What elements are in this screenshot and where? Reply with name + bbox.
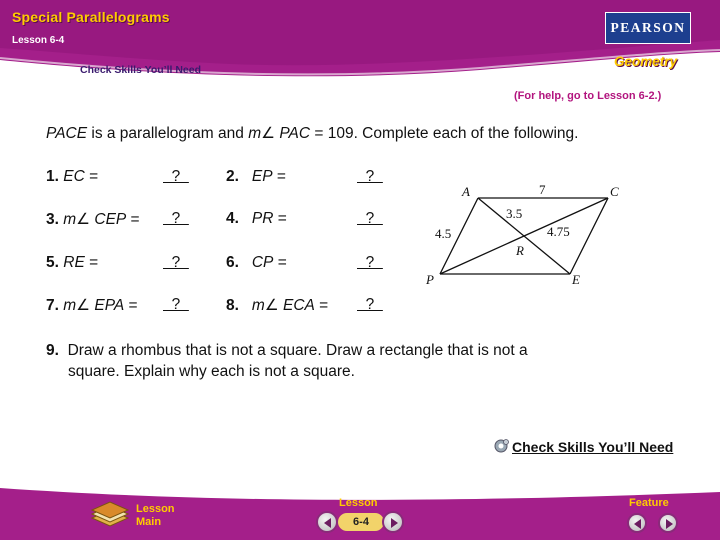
lesson-number-badge: 6-4 (338, 513, 384, 531)
question-number: 9. (46, 342, 59, 359)
question-equals: = (273, 210, 287, 227)
question-equals: = (84, 168, 99, 185)
problem-prompt (46, 124, 578, 143)
lesson-nav-label: Lesson (339, 497, 378, 509)
lesson-next-button[interactable] (382, 511, 404, 533)
question-equals: = (126, 211, 140, 228)
question-8 (226, 296, 328, 315)
question-equals: = (124, 297, 138, 314)
question-equals: = (84, 254, 99, 271)
angle-symbol: ∠ (261, 125, 280, 142)
question-number: 1. (46, 168, 59, 185)
prompt-m: m (248, 125, 262, 142)
question-number: 2. (226, 168, 239, 185)
question-1 (46, 168, 98, 186)
question-9-text-1: Draw a rhombus that is not a square. Draw a rectangle that is not a (67, 342, 528, 359)
help-reference: (For help, go to Lesson 6-2.) (514, 90, 662, 102)
question-number: 5. (46, 254, 59, 271)
header-bar (0, 0, 720, 82)
question-m: m (251, 297, 265, 314)
arrow-right-icon (663, 518, 675, 530)
page-title: Special Parallelograms (12, 9, 170, 25)
answer-blank-3: ? (163, 210, 189, 227)
length-ap-label: 4.5 (435, 226, 452, 241)
question-variable: CEP (94, 211, 127, 228)
question-variable: ECA (282, 297, 315, 314)
answer-blank-5: ? (163, 254, 189, 271)
angle-symbol: ∠ (76, 211, 95, 228)
question-m: m (63, 297, 77, 314)
vertex-c-label: C (610, 184, 619, 199)
length-rc-label: 4.75 (547, 224, 570, 239)
question-equals: = (273, 254, 287, 271)
question-9-line-1 (46, 342, 528, 360)
subject-label: Geometry (614, 54, 678, 69)
check-skills-link[interactable]: Check Skills You’ll Need (512, 439, 674, 455)
gear-icon (491, 437, 511, 455)
lesson-main-link[interactable] (136, 503, 175, 529)
question-variable: PR (251, 210, 274, 227)
question-variable: RE (63, 254, 85, 271)
feature-prev-button[interactable] (627, 513, 647, 533)
answer-blank-6: ? (357, 254, 383, 271)
length-ar-label: 3.5 (506, 206, 523, 221)
lesson-main-line-2: Main (136, 516, 162, 528)
prompt-text-2: = 109. Complete each of the following. (310, 125, 579, 142)
question-9-line-2: square. Explain why each is not a square. (68, 363, 355, 380)
angle-symbol: ∠ (264, 297, 283, 314)
lesson-prev-button[interactable] (316, 511, 338, 533)
vertex-p-label: P (426, 272, 434, 287)
arrow-left-icon (632, 518, 644, 530)
question-6 (226, 254, 287, 272)
feature-next-button[interactable] (658, 513, 678, 533)
segment-ce (570, 198, 608, 274)
question-variable: EC (63, 168, 85, 185)
question-number: 6. (226, 254, 239, 271)
lesson-number-label: Lesson 6-4 (12, 35, 65, 46)
answer-blank-7: ? (163, 296, 189, 313)
arrow-left-icon (322, 517, 334, 529)
question-number: 8. (226, 297, 239, 314)
question-equals: = (314, 297, 329, 314)
vertex-e-label: E (572, 272, 580, 287)
question-variable: EP (251, 168, 273, 185)
feature-nav-label: Feature (629, 497, 669, 509)
question-7 (46, 296, 138, 315)
vertex-a-label: A (462, 184, 470, 199)
question-variable: EPA (94, 297, 125, 314)
diagonal-cp (440, 198, 608, 274)
pearson-logo: PEARSON (605, 12, 691, 44)
prompt-text-1: is a parallelogram and (87, 125, 249, 142)
section-title: Check Skills You’ll Need (80, 64, 201, 76)
question-2 (226, 168, 286, 186)
lesson-main-line-1: Lesson (136, 503, 175, 515)
angle-symbol: ∠ (76, 297, 95, 314)
prompt-pac: PAC (279, 125, 311, 142)
answer-blank-8: ? (357, 296, 383, 313)
question-number: 7. (46, 297, 59, 314)
arrow-right-icon (388, 517, 400, 529)
question-variable: CP (251, 254, 274, 271)
prompt-pace: PACE (46, 125, 88, 142)
question-number: 3. (46, 211, 59, 228)
question-equals: = (272, 168, 286, 185)
parallelogram-figure (420, 180, 650, 292)
footer-bar (0, 488, 720, 540)
question-4 (226, 210, 287, 228)
question-m: m (63, 211, 77, 228)
answer-blank-2: ? (357, 168, 383, 185)
question-3 (46, 210, 140, 229)
question-5 (46, 254, 98, 272)
question-number: 4. (226, 210, 239, 227)
book-stack-icon[interactable] (88, 496, 130, 530)
answer-blank-4: ? (357, 210, 383, 227)
length-ac-label: 7 (539, 182, 546, 197)
answer-blank-1: ? (163, 168, 189, 185)
intersection-r-label: R (516, 243, 524, 258)
